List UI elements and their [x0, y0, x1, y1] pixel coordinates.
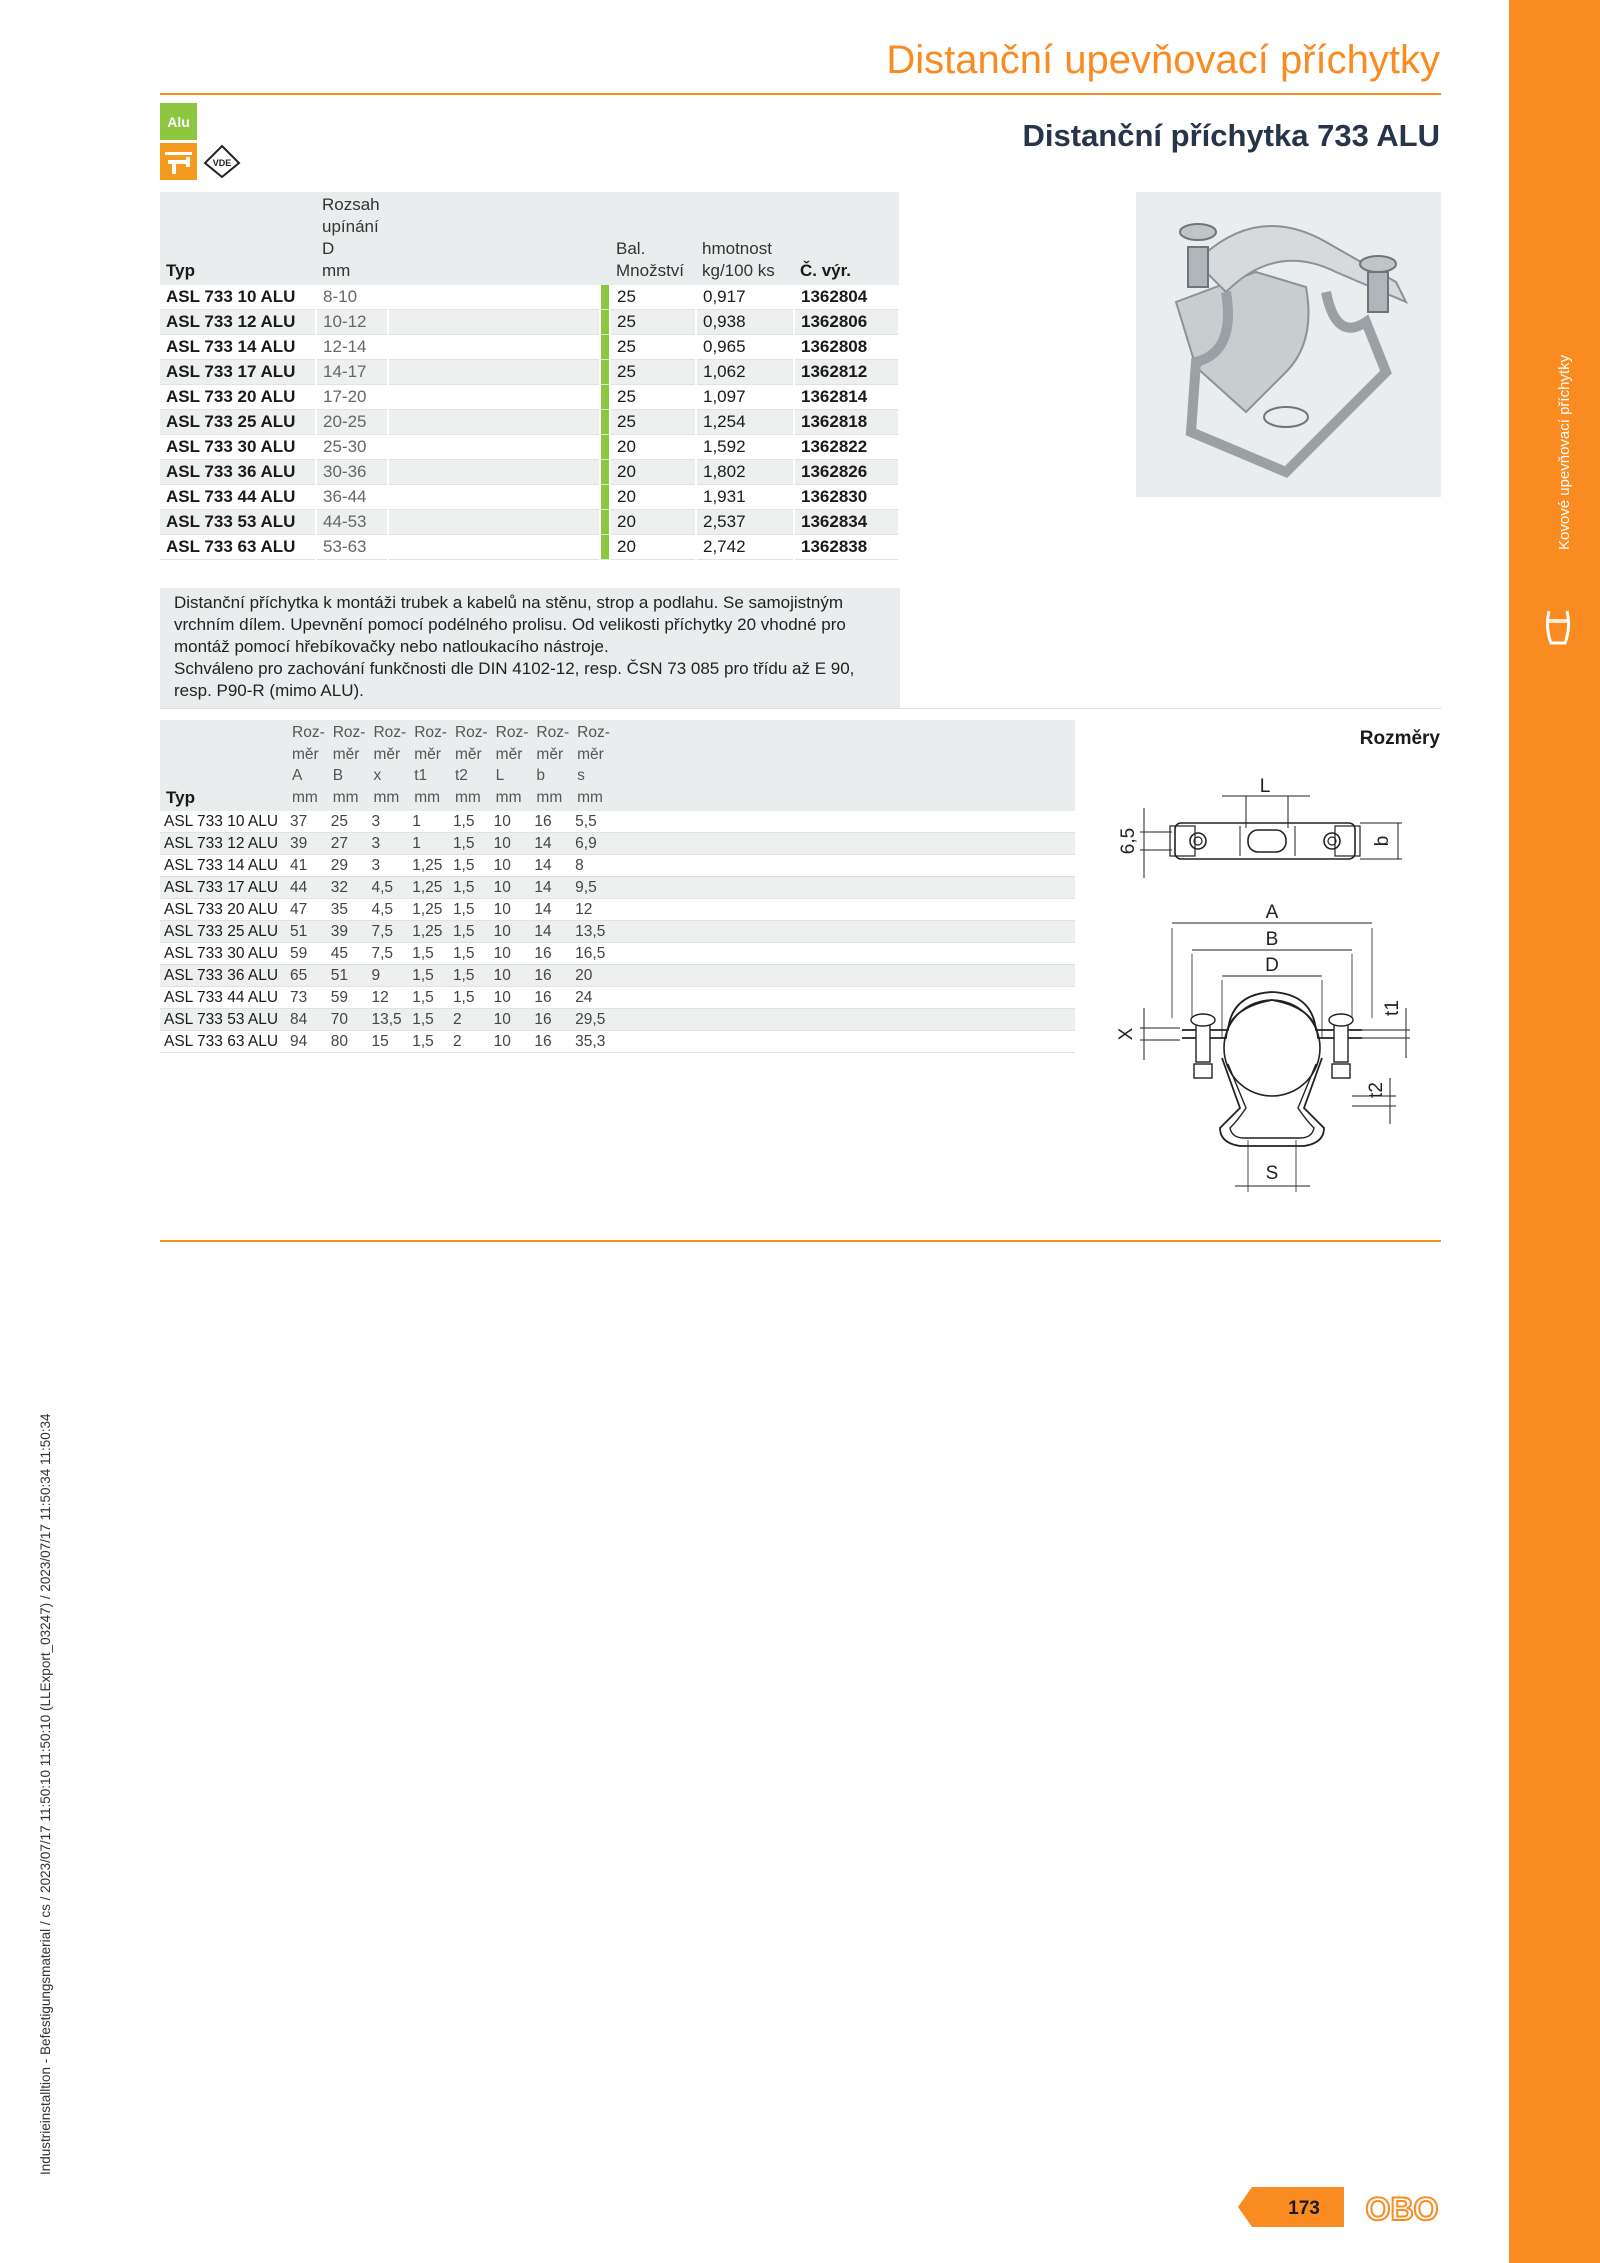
dims-typ-cell: ASL 733 63 ALU — [160, 1031, 286, 1053]
order-range-cell: 10-12 — [316, 310, 388, 335]
order-range-cell: 30-36 — [316, 460, 388, 485]
dims-value-cell: 84 — [286, 1009, 327, 1031]
order-table-row — [160, 285, 899, 310]
dims-value-cell: 9,5 — [571, 877, 612, 899]
dims-value-cell: 29 — [327, 855, 368, 877]
dims-value-cell: 1,5 — [408, 943, 449, 965]
order-weight-cell: 0,965 — [696, 335, 794, 360]
dims-col-filler — [612, 720, 1075, 811]
dims-value-cell: 1,5 — [449, 855, 490, 877]
order-range-cell: 20-25 — [316, 410, 388, 435]
order-blank-cell — [388, 335, 600, 360]
dims-value-cell: 27 — [327, 833, 368, 855]
order-blank-cell — [388, 535, 600, 560]
order-green-marker — [600, 435, 610, 460]
dims-typ-cell: ASL 733 20 ALU — [160, 899, 286, 921]
order-weight-cell: 0,938 — [696, 310, 794, 335]
order-table-row — [160, 485, 899, 510]
dims-filler-cell — [612, 943, 1075, 965]
order-range-cell: 12-14 — [316, 335, 388, 360]
dims-value-cell: 1,5 — [449, 987, 490, 1009]
order-qty-cell: 20 — [610, 435, 696, 460]
dims-value-cell: 1,5 — [449, 899, 490, 921]
title-divider — [160, 93, 1441, 95]
order-art-cell: 1362808 — [794, 335, 899, 360]
dims-filler-cell — [612, 1031, 1075, 1053]
dims-value-cell: 14 — [530, 877, 571, 899]
dims-filler-cell — [612, 1009, 1075, 1031]
order-art-cell: 1362838 — [794, 535, 899, 560]
order-art-cell: 1362834 — [794, 510, 899, 535]
dims-value-cell: 1,5 — [449, 965, 490, 987]
order-qty-cell: 20 — [610, 535, 696, 560]
export-meta: Industrieinstalltion - Befestigungsmaterial / cs / 2023/07/17 11:50:10 11:50:10 (LLExport_03247) / 2023/07/17 11:50:34 11:50:34 — [38, 1413, 53, 2175]
col-typ: Typ — [160, 720, 286, 811]
order-art-cell: 1362804 — [794, 285, 899, 310]
dims-filler-cell — [612, 899, 1075, 921]
order-qty-cell: 25 — [610, 310, 696, 335]
order-green-marker — [600, 410, 610, 435]
dims-typ-cell: ASL 733 12 ALU — [160, 833, 286, 855]
dims-value-cell: 1,5 — [449, 921, 490, 943]
order-typ-cell: ASL 733 53 ALU — [160, 510, 316, 535]
order-qty-cell: 25 — [610, 385, 696, 410]
col-weight: hmotnost kg/100 ks — [696, 192, 794, 285]
order-green-marker — [600, 285, 610, 310]
dims-value-cell: 12 — [367, 987, 408, 1009]
order-typ-cell: ASL 733 36 ALU — [160, 460, 316, 485]
dims-value-cell: 73 — [286, 987, 327, 1009]
dims-value-cell: 35,3 — [571, 1031, 612, 1053]
dims-value-cell: 37 — [286, 811, 327, 833]
dims-value-cell: 70 — [327, 1009, 368, 1031]
dims-col-header: Roz- měr B mm — [327, 720, 368, 811]
order-weight-cell: 2,537 — [696, 510, 794, 535]
dims-typ-cell: ASL 733 10 ALU — [160, 811, 286, 833]
order-table-row — [160, 535, 899, 560]
product-title: Distanční příchytka 733 ALU — [1022, 118, 1440, 153]
order-table-row — [160, 510, 899, 535]
dims-value-cell: 45 — [327, 943, 368, 965]
order-blank-cell — [388, 385, 600, 410]
dimensions-title: Rozměry — [1359, 728, 1440, 749]
dims-value-cell: 7,5 — [367, 943, 408, 965]
dims-filler-cell — [612, 987, 1075, 1009]
dims-table-row — [160, 855, 1075, 877]
obo-logo — [1362, 2190, 1442, 2226]
svg-text:t1: t1 — [1382, 1000, 1403, 1016]
order-green-marker — [600, 310, 610, 335]
dims-value-cell: 35 — [327, 899, 368, 921]
order-table-row — [160, 385, 899, 410]
dims-value-cell: 14 — [530, 921, 571, 943]
dims-value-cell: 15 — [367, 1031, 408, 1053]
dims-value-cell: 1,5 — [408, 1031, 449, 1053]
dims-filler-cell — [612, 965, 1075, 987]
dims-value-cell: 1,5 — [449, 833, 490, 855]
svg-text:S: S — [1265, 1163, 1279, 1184]
content-end-divider — [160, 1240, 1441, 1242]
col-blank — [388, 192, 600, 285]
dims-typ-cell: ASL 733 30 ALU — [160, 943, 286, 965]
svg-text:X: X — [1116, 1027, 1137, 1041]
order-weight-cell: 1,062 — [696, 360, 794, 385]
order-green-marker — [600, 385, 610, 410]
product-description: Distanční příchytka k montáži trubek a kabelů na stěnu, strop a podlahu. Se samojistným vrchním dílem. Upevnění pomocí podélného prolisu. Od velikosti příchytky 20 vhodné pro montáž pomocí hřebíkovačky nebo natloukacího nástroje. Schváleno pro zachování funkčnosti dle DIN 4102-12, resp. ČSN 73 085 pro třídu až E 90, resp. P90-R (mimo ALU). — [160, 588, 900, 708]
order-blank-cell — [388, 485, 600, 510]
dims-col-header: Roz- měr A mm — [286, 720, 327, 811]
dims-table-row — [160, 899, 1075, 921]
dims-value-cell: 20 — [571, 965, 612, 987]
svg-text:173: 173 — [1288, 2198, 1320, 2219]
dims-value-cell: 59 — [327, 987, 368, 1009]
dims-value-cell: 1,5 — [449, 877, 490, 899]
order-range-cell: 17-20 — [316, 385, 388, 410]
dims-typ-cell: ASL 733 25 ALU — [160, 921, 286, 943]
dims-value-cell: 16 — [530, 1009, 571, 1031]
order-qty-cell: 25 — [610, 360, 696, 385]
order-art-cell: 1362814 — [794, 385, 899, 410]
order-blank-cell — [388, 410, 600, 435]
order-weight-cell: 1,931 — [696, 485, 794, 510]
order-qty-cell: 20 — [610, 510, 696, 535]
order-green-marker — [600, 510, 610, 535]
dims-col-header: Roz- měr t2 mm — [449, 720, 490, 811]
dims-value-cell: 16,5 — [571, 943, 612, 965]
section-divider — [160, 708, 1441, 709]
dims-value-cell: 94 — [286, 1031, 327, 1053]
dims-value-cell: 12 — [571, 899, 612, 921]
dims-filler-cell — [612, 921, 1075, 943]
dims-typ-cell: ASL 733 14 ALU — [160, 855, 286, 877]
svg-text:6,5: 6,5 — [1118, 827, 1139, 855]
page-number-tab — [1238, 2187, 1344, 2227]
vde-icon — [202, 143, 242, 180]
order-range-cell: 8-10 — [316, 285, 388, 310]
dims-value-cell: 3 — [367, 833, 408, 855]
dims-value-cell: 1,25 — [408, 877, 449, 899]
dims-filler-cell — [612, 855, 1075, 877]
dims-value-cell: 8 — [571, 855, 612, 877]
dims-value-cell: 16 — [530, 811, 571, 833]
col-qty: Bal. Množství — [610, 192, 696, 285]
order-green-marker — [600, 360, 610, 385]
dims-value-cell: 10 — [490, 1031, 531, 1053]
order-green-marker — [600, 485, 610, 510]
order-qty-cell: 20 — [610, 485, 696, 510]
order-range-cell: 44-53 — [316, 510, 388, 535]
svg-text:t2: t2 — [1366, 1082, 1387, 1098]
dims-value-cell: 59 — [286, 943, 327, 965]
dims-typ-cell: ASL 733 36 ALU — [160, 965, 286, 987]
side-band — [1509, 0, 1600, 2263]
order-table-row — [160, 410, 899, 435]
dims-value-cell: 1,5 — [449, 943, 490, 965]
order-typ-cell: ASL 733 17 ALU — [160, 360, 316, 385]
dims-value-cell: 2 — [449, 1031, 490, 1053]
order-art-cell: 1362822 — [794, 435, 899, 460]
dims-value-cell: 3 — [367, 811, 408, 833]
order-table-row — [160, 460, 899, 485]
order-typ-cell: ASL 733 12 ALU — [160, 310, 316, 335]
order-typ-cell: ASL 733 10 ALU — [160, 285, 316, 310]
dims-table-row — [160, 987, 1075, 1009]
dims-value-cell: 1,5 — [449, 811, 490, 833]
order-blank-cell — [388, 435, 600, 460]
order-typ-cell: ASL 733 44 ALU — [160, 485, 316, 510]
dims-filler-cell — [612, 833, 1075, 855]
dims-col-header: Roz- měr x mm — [367, 720, 408, 811]
dims-value-cell: 14 — [530, 833, 571, 855]
dims-value-cell: 16 — [530, 987, 571, 1009]
dims-table-row — [160, 811, 1075, 833]
order-art-cell: 1362830 — [794, 485, 899, 510]
dims-filler-cell — [612, 811, 1075, 833]
order-art-cell: 1362812 — [794, 360, 899, 385]
dimensions-table — [160, 720, 1075, 1053]
dims-value-cell: 5,5 — [571, 811, 612, 833]
dims-table-row — [160, 877, 1075, 899]
col-range: Rozsah upínání D mm — [316, 192, 388, 285]
svg-text:OBO: OBO — [1365, 2191, 1439, 2226]
dims-value-cell: 16 — [530, 965, 571, 987]
dims-value-cell: 1,5 — [408, 987, 449, 1009]
dims-value-cell: 14 — [530, 855, 571, 877]
svg-text:B: B — [1265, 929, 1279, 950]
dims-typ-cell: ASL 733 44 ALU — [160, 987, 286, 1009]
dims-value-cell: 80 — [327, 1031, 368, 1053]
dims-value-cell: 41 — [286, 855, 327, 877]
dims-value-cell: 47 — [286, 899, 327, 921]
dims-value-cell: 1,25 — [408, 921, 449, 943]
order-table-row — [160, 335, 899, 360]
col-typ: Typ — [160, 192, 316, 285]
dims-typ-cell: ASL 733 17 ALU — [160, 877, 286, 899]
order-qty-cell: 25 — [610, 285, 696, 310]
dims-col-header: Roz- měr t1 mm — [408, 720, 449, 811]
dims-value-cell: 1 — [408, 833, 449, 855]
dims-table-row — [160, 1009, 1075, 1031]
order-table-row — [160, 435, 899, 460]
dims-value-cell: 10 — [490, 833, 531, 855]
col-art: Č. výr. — [794, 192, 899, 285]
order-art-cell: 1362826 — [794, 460, 899, 485]
dims-value-cell: 4,5 — [367, 899, 408, 921]
dims-col-header: Roz- měr b mm — [530, 720, 571, 811]
dims-value-cell: 1,25 — [408, 899, 449, 921]
order-blank-cell — [388, 510, 600, 535]
dims-value-cell: 44 — [286, 877, 327, 899]
dims-value-cell: 51 — [327, 965, 368, 987]
dims-value-cell: 51 — [286, 921, 327, 943]
order-typ-cell: ASL 733 20 ALU — [160, 385, 316, 410]
order-weight-cell: 0,917 — [696, 285, 794, 310]
order-range-cell: 36-44 — [316, 485, 388, 510]
order-weight-cell: 2,742 — [696, 535, 794, 560]
clip-icon — [1543, 605, 1573, 649]
order-range-cell: 53-63 — [316, 535, 388, 560]
dims-value-cell: 1,5 — [408, 1009, 449, 1031]
svg-text:A: A — [1265, 902, 1279, 923]
order-weight-cell: 1,592 — [696, 435, 794, 460]
svg-text:b: b — [1372, 835, 1393, 847]
order-table-header — [160, 192, 899, 285]
order-typ-cell: ASL 733 25 ALU — [160, 410, 316, 435]
dims-value-cell: 32 — [327, 877, 368, 899]
dims-value-cell: 25 — [327, 811, 368, 833]
order-table-row — [160, 310, 899, 335]
col-green — [600, 192, 610, 285]
dims-value-cell: 10 — [490, 877, 531, 899]
order-typ-cell: ASL 733 14 ALU — [160, 335, 316, 360]
dims-value-cell: 24 — [571, 987, 612, 1009]
dimension-drawing — [1110, 768, 1450, 1198]
svg-text:L: L — [1259, 776, 1271, 797]
order-qty-cell: 25 — [610, 410, 696, 435]
dims-filler-cell — [612, 877, 1075, 899]
dims-value-cell: 6,9 — [571, 833, 612, 855]
dims-value-cell: 16 — [530, 1031, 571, 1053]
order-green-marker — [600, 335, 610, 360]
dims-value-cell: 39 — [327, 921, 368, 943]
dims-value-cell: 2 — [449, 1009, 490, 1031]
dims-value-cell: 1,25 — [408, 855, 449, 877]
order-blank-cell — [388, 285, 600, 310]
material-badge: Alu — [160, 103, 197, 140]
dims-value-cell: 9 — [367, 965, 408, 987]
dims-value-cell: 10 — [490, 1009, 531, 1031]
dims-value-cell: 10 — [490, 855, 531, 877]
order-range-cell: 14-17 — [316, 360, 388, 385]
dims-value-cell: 14 — [530, 899, 571, 921]
dims-value-cell: 10 — [490, 943, 531, 965]
dims-table-row — [160, 1031, 1075, 1053]
order-table-row — [160, 360, 899, 385]
dims-value-cell: 10 — [490, 965, 531, 987]
svg-text:D: D — [1265, 955, 1279, 976]
dimensions-table-header — [160, 720, 1075, 811]
dims-value-cell: 16 — [530, 943, 571, 965]
dims-value-cell: 7,5 — [367, 921, 408, 943]
dims-value-cell: 65 — [286, 965, 327, 987]
dims-value-cell: 10 — [490, 811, 531, 833]
order-weight-cell: 1,254 — [696, 410, 794, 435]
order-qty-cell: 20 — [610, 460, 696, 485]
page-title: Distanční upevňovací příchytky — [886, 38, 1440, 82]
order-weight-cell: 1,097 — [696, 385, 794, 410]
nail-gun-icon — [160, 143, 197, 180]
order-blank-cell — [388, 310, 600, 335]
order-blank-cell — [388, 460, 600, 485]
dims-value-cell: 3 — [367, 855, 408, 877]
dims-value-cell: 1 — [408, 811, 449, 833]
dims-value-cell: 10 — [490, 921, 531, 943]
dims-value-cell: 39 — [286, 833, 327, 855]
dims-table-row — [160, 943, 1075, 965]
order-art-cell: 1362806 — [794, 310, 899, 335]
order-blank-cell — [388, 360, 600, 385]
order-green-marker — [600, 460, 610, 485]
dims-value-cell: 13,5 — [571, 921, 612, 943]
order-art-cell: 1362818 — [794, 410, 899, 435]
order-qty-cell: 25 — [610, 335, 696, 360]
dims-col-header: Roz- měr L mm — [490, 720, 531, 811]
dims-value-cell: 4,5 — [367, 877, 408, 899]
order-table — [160, 192, 900, 560]
order-range-cell: 25-30 — [316, 435, 388, 460]
dims-table-row — [160, 921, 1075, 943]
dims-value-cell: 1,5 — [408, 965, 449, 987]
order-typ-cell: ASL 733 30 ALU — [160, 435, 316, 460]
dims-typ-cell: ASL 733 53 ALU — [160, 1009, 286, 1031]
dims-table-row — [160, 833, 1075, 855]
dims-value-cell: 29,5 — [571, 1009, 612, 1031]
dims-value-cell: 13,5 — [367, 1009, 408, 1031]
dims-col-header: Roz- měr s mm — [571, 720, 612, 811]
dims-value-cell: 10 — [490, 987, 531, 1009]
svg-text:VDE: VDE — [212, 158, 232, 168]
order-green-marker — [600, 535, 610, 560]
dims-table-row — [160, 965, 1075, 987]
order-weight-cell: 1,802 — [696, 460, 794, 485]
order-typ-cell: ASL 733 63 ALU — [160, 535, 316, 560]
product-photo — [1136, 192, 1441, 497]
dims-value-cell: 10 — [490, 899, 531, 921]
